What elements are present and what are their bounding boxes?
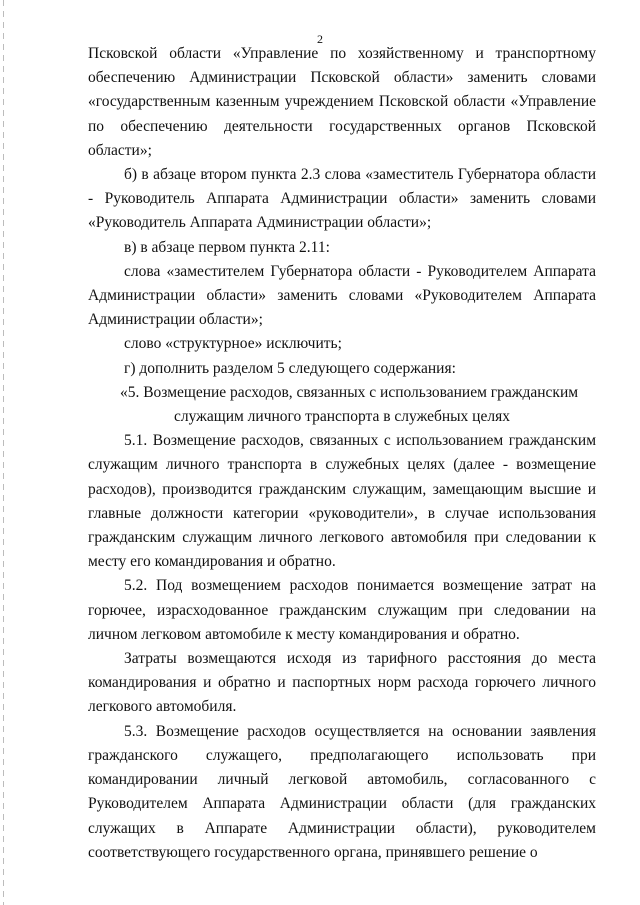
paragraph-5-3: 5.3. Возмещение расходов осуществляется на основании заявления гражданского служащего, предполагающего использовать при командировании личный легковой автомобиль, согласованного с Руководителем Аппарата Администрации области (для гражданских служащих в Аппарате Администрации области), руководителем соответствующего государственного органа, принявшего решение о — [88, 722, 596, 861]
paragraph-v-words: слова «заместителем Губернатора области - Руководителем Аппарата Администрации области» заменить словами «Руководителем Аппарата Администрации области»; — [88, 262, 596, 329]
paragraph-5-2: 5.2. Под возмещением расходов понимается возмещение затрат на горючее, израсходованное гражданским служащим при следовании на личном легковом автомобиле к месту командирования и обратно. — [88, 577, 596, 643]
paragraph-v-word: слово «структурное» исключить; — [124, 335, 342, 353]
scan-edge-line — [3, 0, 4, 905]
document-body — [88, 42, 596, 865]
paragraph-continuation: Псковской области «Управление по хозяйственному и транспортному обеспечению Администрации Псковской области» заменить словами «государственным казенным учреждением Псковской области «Управление по обеспечению деятельности государственных органов Псковской области»; — [88, 45, 596, 159]
paragraph-g: г) дополнить разделом 5 следующего содержания: — [124, 359, 456, 377]
paragraph-v: в) в абзаце первом пункта 2.11: — [124, 238, 330, 256]
paragraph-5-1: 5.1. Возмещение расходов, связанных с использованием гражданским служащим личного транспорта в служебных целях (далее - возмещение расходов), производится гражданским служащим, замещающим высшие и главные должности категории «руководители», в случае использования гражданским служащим личного легкового автомобиля при следовании к месту его командирования и обратно. — [88, 432, 596, 571]
page-number: 2 — [317, 32, 323, 46]
paragraph-b: б) в абзаце втором пункта 2.3 слова «заместитель Губернатора области - Руководитель Аппарата Администрации области» заменить словами «Руководитель Аппарата Администрации области»; — [88, 166, 596, 232]
paragraph-costs: Затраты возмещаются исходя из тарифного расстояния до места командирования и обратно и паспортных норм расхода горючего личного легкового автомобиля. — [88, 650, 596, 716]
section-heading-line-2: служащим личного транспорта в служебных целях — [174, 408, 510, 426]
section-heading-line-1: «5. Возмещение расходов, связанных с использованием гражданским — [119, 383, 579, 401]
